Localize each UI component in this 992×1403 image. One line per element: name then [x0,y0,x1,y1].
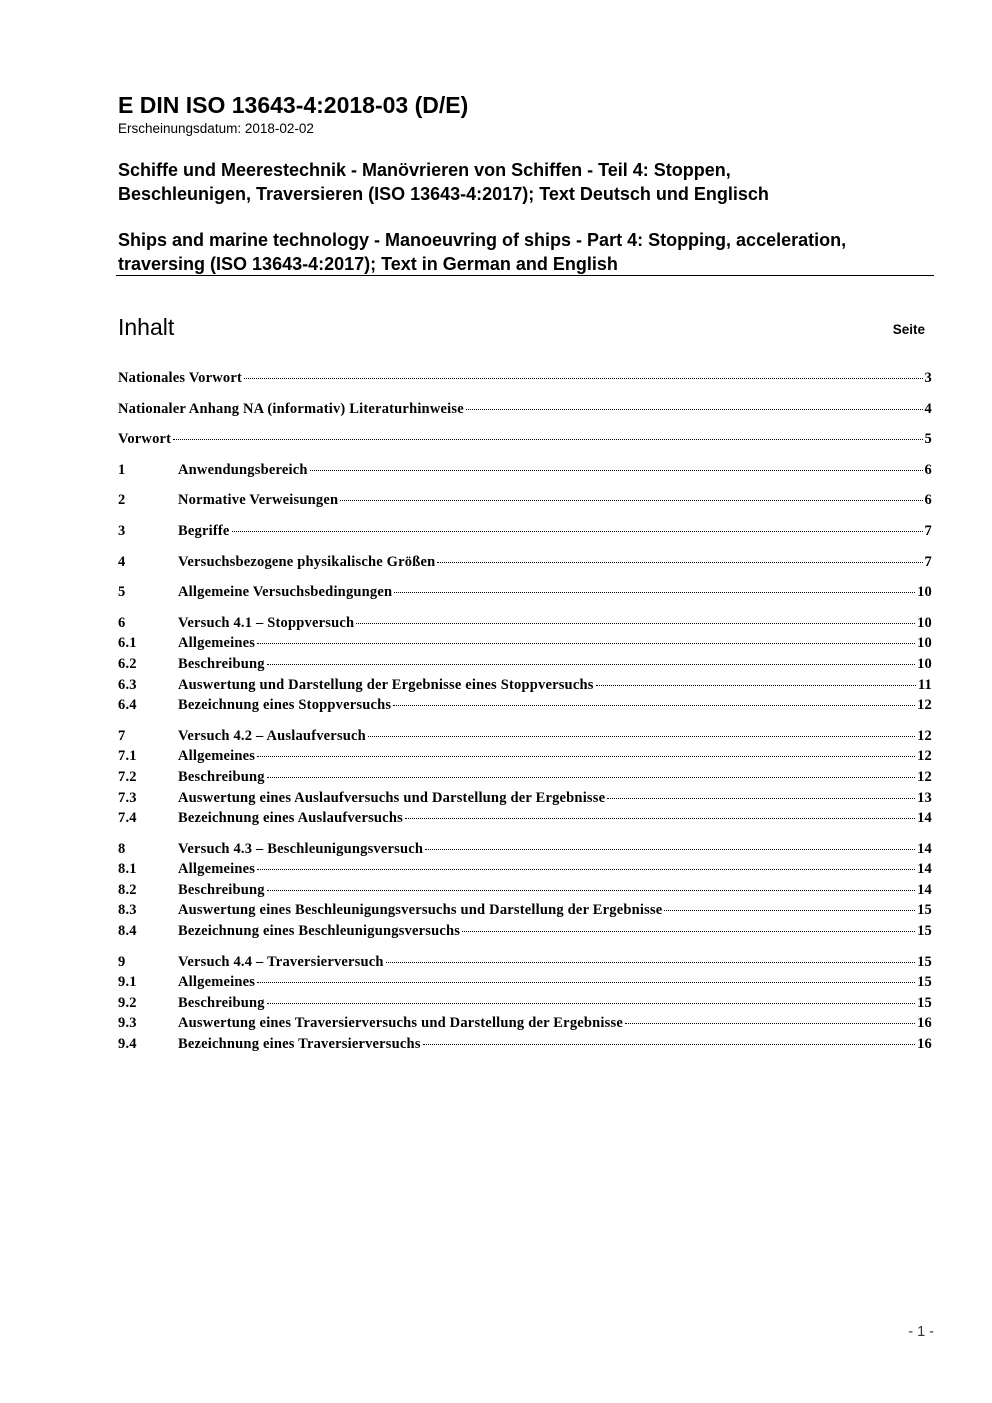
toc-entry[interactable] [118,401,932,422]
toc-entry[interactable] [118,995,932,1016]
toc-entry-number: 1 [118,461,126,478]
toc-entry-page: 11 [917,676,932,693]
toc-dot-leader [257,869,915,870]
toc-entry-number: 6.1 [118,635,137,652]
toc-entry-number: 4 [118,553,126,570]
toc-entry-number: 7 [118,727,126,744]
toc-entry-number: 9.1 [118,974,137,991]
toc-entry-title: Beschreibung [178,655,265,672]
title-german [118,158,938,206]
toc-entry-title: Bezeichnung eines Auslaufversuchs [178,810,403,827]
toc-entry-number: 8.1 [118,861,137,878]
toc-entry[interactable] [118,1015,932,1036]
toc-entry[interactable] [118,656,932,677]
toc-entry-page: 12 [917,697,932,714]
toc-entry[interactable] [118,697,932,718]
title-divider [116,275,934,276]
toc-entry-page: 10 [917,614,932,631]
toc-entry-page: 7 [924,553,932,570]
toc-entry[interactable] [118,902,932,923]
toc-entry[interactable] [118,370,932,391]
toc-entry[interactable] [118,974,932,995]
toc-entry-number: 8.2 [118,881,137,898]
toc-entry[interactable] [118,790,932,811]
toc-entry-title: Beschreibung [178,768,265,785]
toc-entry[interactable] [118,923,932,944]
toc-dot-leader [232,531,923,532]
toc-entry-page: 13 [917,789,932,806]
toc-dot-leader [425,849,915,850]
title-german-line-1: Schiffe und Meerestechnik - Manövrieren von Schiffen - Teil 4: Stoppen, [118,160,731,180]
toc-entry[interactable] [118,431,932,452]
toc-entry-number: 7.2 [118,768,137,785]
toc-entry-number: 7.3 [118,789,137,806]
toc-entry[interactable] [118,523,932,544]
toc-entry-page: 12 [917,748,932,765]
toc-entry[interactable] [118,635,932,656]
toc-entry-title: Auswertung und Darstellung der Ergebnisse eines Stoppversuchs [178,676,594,693]
toc-entry[interactable] [118,492,932,513]
toc-dot-leader [466,409,923,410]
toc-entry[interactable] [118,810,932,831]
toc-entry-page: 5 [924,431,932,448]
toc-dot-leader [310,470,923,471]
toc-entry-title: Versuch 4.4 – Traversierversuch [178,953,384,970]
toc-entry-number: 9 [118,953,126,970]
toc-entry-page: 14 [917,861,932,878]
toc-entry[interactable] [118,841,932,862]
title-english-line-2: traversing (ISO 13643-4:2017); Text in German and English [118,254,618,274]
toc-entry-number: 8.4 [118,923,137,940]
toc-entry-title: Versuch 4.3 – Beschleunigungsversuch [178,840,424,857]
toc-entry[interactable] [118,615,932,636]
toc-entry[interactable] [118,748,932,769]
toc-entry-page: 6 [924,492,932,509]
toc-dot-leader [340,500,922,501]
toc-entry-title: Allgemeines [178,974,256,991]
toc-entry[interactable] [118,462,932,483]
toc-entry-page: 12 [917,768,932,785]
toc-dot-leader [405,818,915,819]
toc-entry-page: 10 [917,584,932,601]
toc-entry-title: Versuchsbezogene physikalische Größen [178,553,436,570]
toc-dot-leader [625,1023,915,1024]
toc-heading: Inhalt [118,314,175,340]
toc-entry-page: 14 [917,881,932,898]
toc-entry-page: 15 [917,994,932,1011]
toc-entry[interactable] [118,728,932,749]
toc-entry-number: 9.3 [118,1015,137,1032]
toc-entry-number: 8 [118,840,126,857]
toc-entry-number: 9.2 [118,994,137,1011]
toc-entry-title: Allgemeines [178,748,256,765]
toc-entry-title: Beschreibung [178,994,265,1011]
toc-entry-title: Bezeichnung eines Beschleunigungsversuchs [178,923,461,940]
toc-entry[interactable] [118,954,932,975]
publication-date: Erscheinungsdatum: 2018-02-02 [118,121,314,136]
toc-entry[interactable] [118,1036,932,1057]
toc-entry-title: Allgemeines [178,861,256,878]
toc-entry-title: Auswertung eines Traversierversuchs und Darstellung der Ergebnisse [178,1015,623,1032]
toc-entry-page: 14 [917,840,932,857]
toc-entry-page: 15 [917,923,932,940]
toc-entry-title: Normative Verweisungen [178,492,339,509]
toc-entry-title: Nationales Vorwort [118,370,243,386]
toc-entry-title: Beschreibung [178,881,265,898]
toc-entry[interactable] [118,861,932,882]
toc-dot-leader [267,777,915,778]
toc-entry-page: 15 [917,953,932,970]
toc-entry[interactable] [118,769,932,790]
toc-entry-title: Auswertung eines Beschleunigungsversuchs und Darstellung der Ergebnisse [178,902,663,919]
toc-entry-page: 15 [917,974,932,991]
toc-dot-leader [394,592,915,593]
toc-entry-page: 4 [924,400,932,417]
toc-dot-leader [356,623,915,624]
toc-dot-leader [257,756,915,757]
toc-entry-title: Versuch 4.1 – Stoppversuch [178,614,355,631]
toc-entry[interactable] [118,554,932,575]
toc-dot-leader [267,664,915,665]
toc-entry[interactable] [118,677,932,698]
toc-entry-title: Vorwort [118,431,172,448]
toc-dot-leader [244,378,923,379]
toc-dot-leader [267,890,915,891]
toc-dot-leader [368,736,915,737]
toc-entry-page: 16 [917,1036,932,1053]
toc-entry-page: 16 [917,1015,932,1032]
toc-entry-number: 7.4 [118,810,137,827]
toc-dot-leader [257,982,915,983]
toc-dot-leader [386,962,915,963]
toc-dot-leader [462,931,915,932]
document-id: E DIN ISO 13643-4:2018-03 (D/E) [118,92,469,118]
toc-entry-page: 15 [917,902,932,919]
toc-dot-leader [596,685,916,686]
title-german-line-2: Beschleunigen, Traversieren (ISO 13643-4:2017); Text Deutsch und Englisch [118,184,769,204]
page-number: - 1 - [908,1324,934,1340]
toc-dot-leader [607,798,915,799]
toc-entry-page: 10 [917,655,932,672]
toc-entry-page: 10 [917,635,932,652]
toc-entry-title: Anwendungsbereich [178,461,308,478]
title-english [118,228,938,276]
toc-entry-page: 6 [924,461,932,478]
toc-dot-leader [423,1044,915,1045]
toc-entry-page: 12 [917,727,932,744]
toc-dot-leader [173,439,922,440]
toc-entry-title: Allgemeines [178,635,256,652]
toc-entry-title: Allgemeine Versuchsbedingungen [178,584,393,601]
toc-entry-title: Bezeichnung eines Traversierversuchs [178,1036,421,1053]
toc-entry-number: 6.3 [118,676,137,693]
toc-entry-number: 8.3 [118,902,137,919]
toc-entry-title: Auswertung eines Auslaufversuchs und Darstellung der Ergebnisse [178,789,606,806]
toc-dot-leader [267,1003,915,1004]
toc-dot-leader [393,705,915,706]
toc-entry-number: 5 [118,584,126,601]
toc-entry[interactable] [118,584,932,605]
toc-entry-number: 2 [118,492,126,509]
toc-entry-title: Versuch 4.2 – Auslaufversuch [178,727,366,744]
toc-entry-title: Nationaler Anhang NA (informativ) Literaturhinweise [118,400,464,417]
toc-entry-number: 6 [118,614,126,631]
toc-entry-number: 6.4 [118,697,137,714]
toc-entry-title: Begriffe [178,522,230,539]
toc-entry-number: 7.1 [118,748,137,765]
toc-entry-number: 6.2 [118,655,137,672]
toc-entry-title: Bezeichnung eines Stoppversuchs [178,697,392,714]
toc-dot-leader [257,643,915,644]
title-english-line-1: Ships and marine technology - Manoeuvring of ships - Part 4: Stopping, acceleration, [118,230,847,250]
toc-entry-number: 9.4 [118,1036,137,1053]
toc-entry-number: 3 [118,522,126,539]
toc-dot-leader [437,562,922,563]
toc-entry-page: 3 [924,370,932,386]
toc-dot-leader [664,910,915,911]
toc-entry-page: 7 [924,522,932,539]
toc-entry-page: 14 [917,810,932,827]
toc-page-column-label: Seite [892,322,925,337]
table-of-contents [118,370,932,1057]
toc-entry[interactable] [118,882,932,903]
